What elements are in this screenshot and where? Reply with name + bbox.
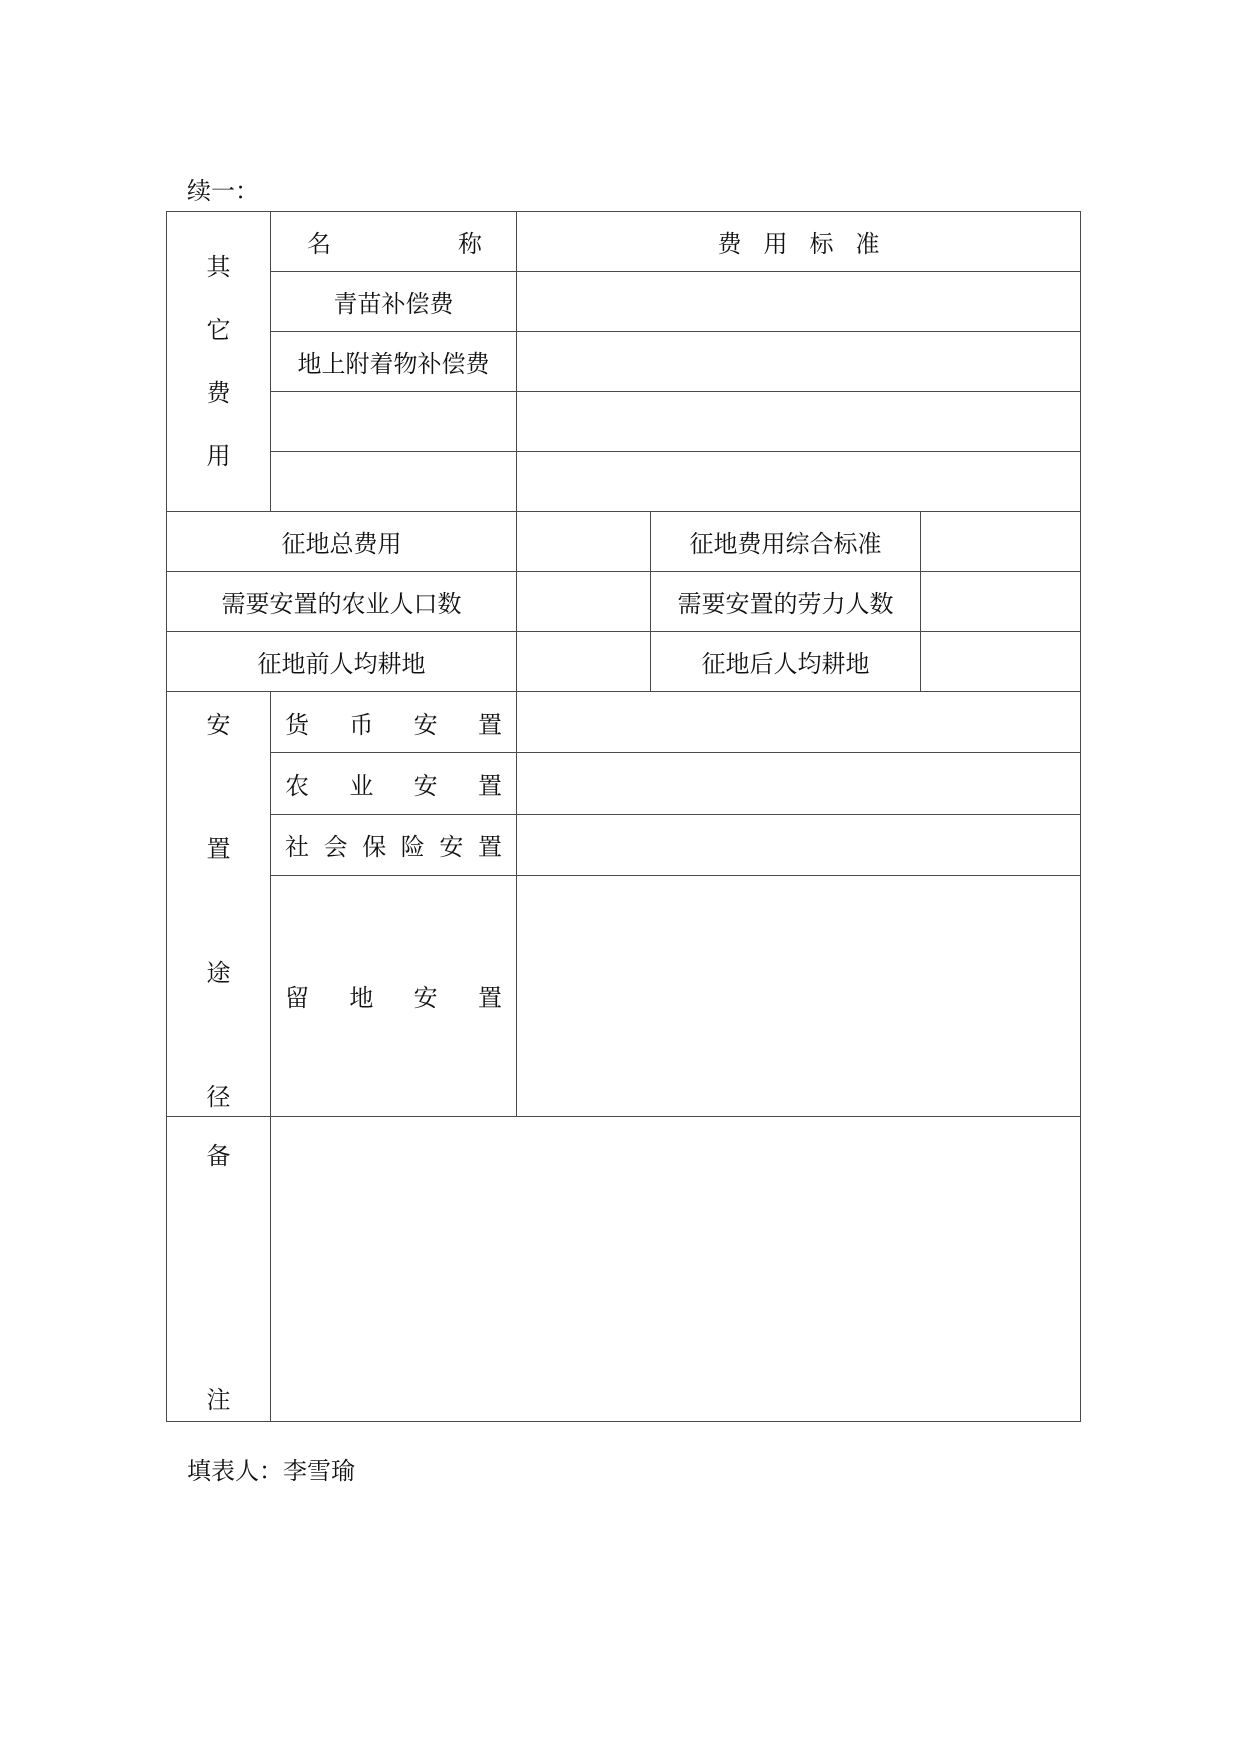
summary-left-value-field[interactable] — [517, 512, 651, 572]
fee-name-field[interactable] — [271, 392, 517, 452]
placement-type-label: 社 会 保 险 安 置 — [271, 814, 517, 875]
fee-name-cell: 青苗补偿费 — [271, 272, 517, 332]
summary-left-value-field[interactable] — [517, 572, 651, 632]
summary-right-label: 需要安置的劳力人数 — [651, 572, 921, 632]
name-column-header: 名 称 — [271, 212, 517, 272]
summary-left-label: 征地总费用 — [167, 512, 517, 572]
placement-type-label: 留 地 安 置 — [271, 875, 517, 1116]
land-acquisition-form — [166, 211, 1081, 1422]
form-filler-caption: 填表人：李雪瑜 — [187, 1457, 355, 1485]
fee-standard-field[interactable] — [517, 452, 1081, 512]
remark-section-label: 备 注 — [167, 1117, 271, 1422]
fee-standard-field[interactable] — [517, 272, 1081, 332]
summary-left-value-field[interactable] — [517, 632, 651, 692]
fee-name-cell: 地上附着物补偿费 — [271, 332, 517, 392]
fee-standard-header: 费用标准 — [517, 212, 1081, 272]
placement-type-label: 农 业 安 置 — [271, 753, 517, 814]
fee-standard-field[interactable] — [517, 332, 1081, 392]
placement-type-label: 货 币 安 置 — [271, 692, 517, 753]
fee-name-field[interactable] — [271, 452, 517, 512]
summary-right-value-field[interactable] — [921, 572, 1081, 632]
remark-field[interactable] — [271, 1117, 1081, 1422]
placement-detail-field[interactable] — [517, 692, 1081, 753]
fee-standard-field[interactable] — [517, 392, 1081, 452]
summary-left-label: 征地前人均耕地 — [167, 632, 517, 692]
summary-right-label: 征地费用综合标准 — [651, 512, 921, 572]
summary-right-value-field[interactable] — [921, 512, 1081, 572]
placement-detail-field[interactable] — [517, 875, 1081, 1116]
placement-section-label: 安 置 途 径 — [167, 692, 271, 1117]
summary-right-value-field[interactable] — [921, 632, 1081, 692]
summary-right-label: 征地后人均耕地 — [651, 632, 921, 692]
placement-detail-field[interactable] — [517, 753, 1081, 814]
other-fees-section-label: 其 它 费 用 — [167, 212, 271, 512]
placement-detail-field[interactable] — [517, 814, 1081, 875]
continuation-caption: 续一： — [187, 177, 259, 205]
summary-left-label: 需要安置的农业人口数 — [167, 572, 517, 632]
